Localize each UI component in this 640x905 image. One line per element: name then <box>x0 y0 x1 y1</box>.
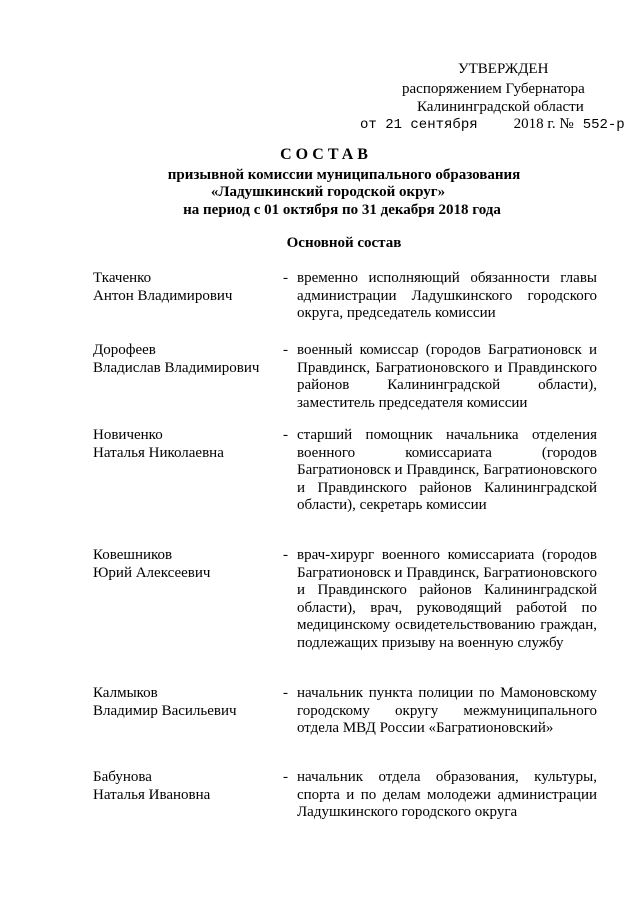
approval-date: от 21 сентября <box>360 117 478 133</box>
document-title: СОСТАВ <box>280 146 372 163</box>
member-surname: Дорофеев <box>93 342 156 358</box>
member-dash: - <box>283 342 288 358</box>
approval-number: 552-р <box>582 117 625 133</box>
member-given-name: Наталья Николаевна <box>93 444 224 461</box>
member-surname: Новиченко <box>93 427 163 443</box>
approval-title: УТВЕРЖДЕН <box>458 61 549 77</box>
member-given-name: Владислав Владимирович <box>93 359 260 376</box>
member-name <box>93 342 278 377</box>
approval-year: 2018 г. № <box>513 116 574 132</box>
member-given-name: Антон Владимирович <box>93 287 233 304</box>
document-heading-line1: призывной комиссии муниципального образования <box>167 167 521 183</box>
member-name <box>93 685 278 720</box>
member-dash: - <box>283 547 288 563</box>
member-description: начальник пункта полиции по Мамоновскому городскому округу межмуниципального отдела МВД России «Багратионовский» <box>297 685 597 736</box>
approval-region: Калининградской области <box>417 99 584 115</box>
member-dash: - <box>283 685 288 701</box>
member-description: врач-хирург военного комиссариата (городов Багратионовск и Правдинск, Багратионовского и Правдинского районов Калининградской области), врач, руководящий работой по медицинскому освидетельствованию граждан, подлежащих призыву на военную службу <box>297 547 597 651</box>
member-name <box>93 270 278 305</box>
document-heading-line3: на период с 01 октября по 31 декабря 2018 года <box>183 202 501 218</box>
approval-authority: распоряжением Губернатора <box>402 81 585 97</box>
member-name <box>93 769 278 804</box>
member-dash: - <box>283 427 288 443</box>
member-description: старший помощник начальника отделения военного комиссариата (городов Багратионовск и Правдинск, Багратионовского и Правдинского районов Калининградской области), секретарь комиссии <box>297 427 597 513</box>
member-name <box>93 547 278 582</box>
member-surname: Ткаченко <box>93 270 152 286</box>
member-surname: Бабунова <box>93 769 152 785</box>
member-dash: - <box>283 270 288 286</box>
approval-date-line <box>360 116 625 133</box>
member-given-name: Владимир Васильевич <box>93 702 237 719</box>
document-heading-line2: «Ладушкинский городской округ» <box>210 184 446 200</box>
member-description: временно исполняющий обязанности главы администрации Ладушкинского городского округа, председатель комиссии <box>297 270 597 321</box>
member-given-name: Юрий Алексеевич <box>93 564 211 581</box>
member-description: начальник отдела образования, культуры, спорта и по делам молодежи администрации Ладушкинского городского округа <box>297 769 597 820</box>
member-given-name: Наталья Ивановна <box>93 786 211 803</box>
member-surname: Калмыков <box>93 685 158 701</box>
member-surname: Ковешников <box>93 547 173 563</box>
member-name <box>93 427 278 462</box>
member-dash: - <box>283 769 288 785</box>
member-description: военный комиссар (городов Багратионовск и Правдинск, Багратионовского и Правдинского районов Калининградской области), заместитель председателя комиссии <box>297 342 597 411</box>
section-subtitle: Основной состав <box>286 235 402 251</box>
